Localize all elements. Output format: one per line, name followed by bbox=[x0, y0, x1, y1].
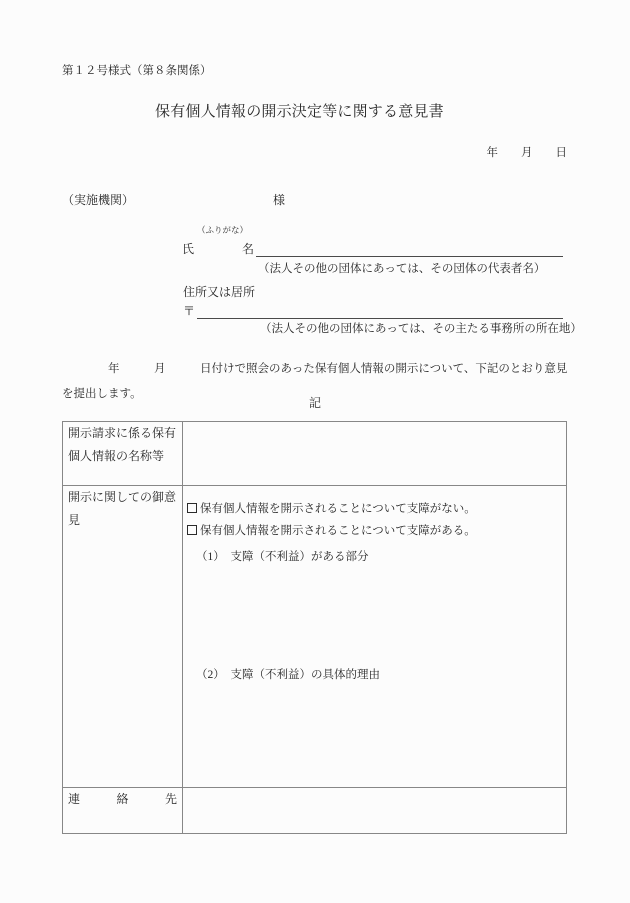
table-row-name bbox=[63, 422, 567, 486]
contact-value-cell[interactable] bbox=[183, 788, 567, 834]
table-row-contact bbox=[63, 788, 567, 834]
table-row-opinion bbox=[63, 486, 567, 788]
recipient-agency: （実施機関） bbox=[62, 193, 135, 207]
name-note: （法人その他の団体にあっては、その団体の代表者名） bbox=[258, 263, 546, 275]
option-objection-label: 保有個人情報を開示されることについて支障がある。 bbox=[200, 525, 476, 537]
intro-line-1: 年 月 日付けで照会のあった保有個人情報の開示について、下記のとおり意見 bbox=[62, 363, 568, 375]
address-label: 住所又は居所 bbox=[183, 285, 256, 299]
option-no-objection-label: 保有個人情報を開示されることについて支障がない。 bbox=[200, 503, 476, 515]
row-label-contact: 連 絡 先 bbox=[63, 788, 183, 834]
postal-mark: 〒 bbox=[183, 304, 196, 318]
address-input-line[interactable] bbox=[197, 304, 563, 319]
date-line: 年 月 日 bbox=[486, 147, 567, 159]
item-objection-part: （1） 支障（不利益）がある部分 bbox=[196, 551, 369, 563]
checkbox-no-objection-icon[interactable] bbox=[187, 503, 197, 513]
address-note: （法人その他の団体にあっては、その主たる事務所の所在地） bbox=[260, 323, 582, 335]
page-title: 保有個人情報の開示決定等に関する意見書 bbox=[155, 104, 444, 120]
option-objection bbox=[187, 520, 560, 542]
recipient-honorific: 様 bbox=[273, 193, 286, 207]
furigana-label: （ふりがな） bbox=[197, 225, 249, 235]
name-label: 氏 名 bbox=[182, 242, 255, 256]
opinion-value-cell bbox=[183, 486, 567, 788]
row-label-opinion: 開示に関しての御意見 bbox=[63, 486, 183, 788]
name-input-line[interactable] bbox=[256, 242, 563, 257]
form-number: 第１２号様式（第８条関係） bbox=[62, 65, 212, 77]
checkbox-objection-icon[interactable] bbox=[187, 525, 197, 535]
option-no-objection bbox=[187, 498, 560, 520]
intro-line-2: を提出します。 bbox=[62, 388, 142, 400]
item-objection-reason: （2） 支障（不利益）の具体的理由 bbox=[196, 669, 380, 681]
name-field-row bbox=[182, 241, 563, 257]
opinion-table bbox=[62, 421, 567, 834]
name-value-cell[interactable] bbox=[183, 422, 567, 486]
row-label-name: 開示請求に係る保有個人情報の名称等 bbox=[63, 422, 183, 486]
address-field-row bbox=[183, 303, 563, 319]
section-mark: 記 bbox=[308, 396, 321, 410]
